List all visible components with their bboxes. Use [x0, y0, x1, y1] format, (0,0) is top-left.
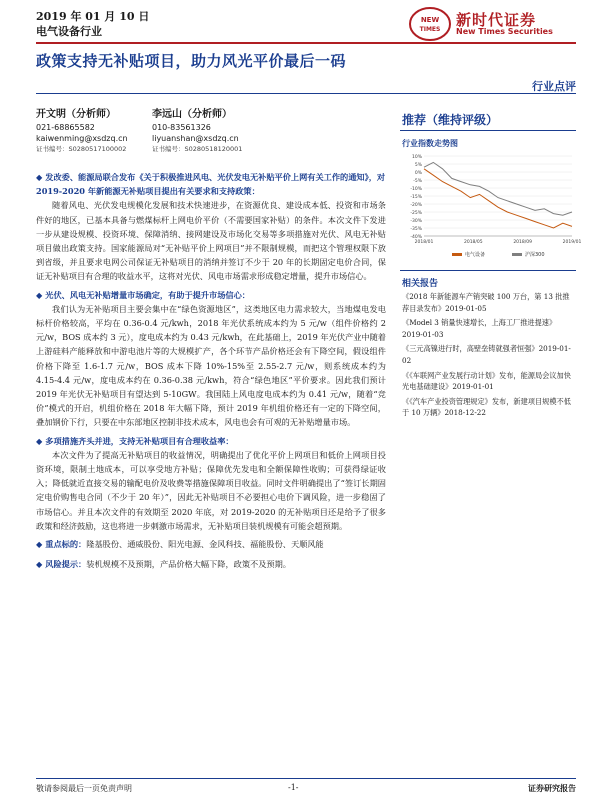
diamond-bullet-icon: ◆: [36, 172, 43, 182]
main-body: [36, 170, 386, 571]
section: [36, 170, 386, 284]
section-paragraph: 随着风电、光伏发电规模化发展和技术快速进步，在资源优良、建设成本低、投资和市场条件好的地区，已基本具备与燃煤标杆上网电价平价（不需要国家补贴）的条件。本次文件下发进一步从建设规模、投资环境、保障消纳、接网建设及市场化交易等多项措施对光伏、风电无补贴项目做出政策支持。国家能源局对“无补贴平价上网项目”并不限制规模，而把这个管理权限下放到省级，并且要求电网公司保证无补贴项目的消纳并签订不少于 20 年的长期固定电价合同，保证无补贴项目有合理的收益水平，这将对光伏、风电市场需求形成稳定增量，提升市场信心。: [36, 200, 386, 282]
rating-divider: [400, 130, 576, 131]
related-report-item[interactable]: 《三元高镍进行时，高壁垒铸就强者恒强》2019-01-02: [402, 344, 571, 365]
related-report-item[interactable]: 《Model 3 销量快速增长，上海工厂推进提速》2019-01-03: [402, 318, 557, 339]
section-heading: 重点标的：: [45, 539, 87, 550]
index-trend-chart: [400, 152, 582, 262]
analyst-cert: 证书编号：S0280518120001: [152, 145, 243, 153]
report-title: 政策支持无补贴项目，助力风光平价最后一码: [36, 52, 347, 70]
section-paragraph: 隆基股份、通威股份、阳光电源、金风科技、福能股份、天顺风能: [86, 539, 324, 550]
section-paragraph: 装机规模不及预期，产品价格大幅下降，政策不及预期。: [86, 559, 291, 570]
rating: 推荐（维持评级）: [402, 113, 499, 127]
related-report-item[interactable]: 《《汽车产业投资管理规定》发布，新建项目规模不低于 10 万辆》2018-12-22: [402, 396, 571, 418]
related-reports-title: 相关报告: [402, 279, 439, 289]
legend-swatch: [452, 253, 462, 256]
industry-label: 电气设备行业: [36, 25, 102, 38]
section-heading: 风险提示：: [45, 559, 87, 570]
y-tick-label: 5%: [414, 163, 422, 168]
section-paragraph: 本次文件为了提高无补贴项目的收益情况，明确提出了优化平价上网项目和低价上网项目投资环境，限制土地成本，可以享受地方补贴；保障优先发电和全额保障性收购；可获得绿证收入；降低就近直接交易的输配电价及收费等措施保障项目收益。同时文件明确提出了“签订长期固定电价购售电合同（不少于 20 年）”，因此无补贴项目不必要担心电价下调风险，进一步稳固了市场信心。并且本次文件的有效期至 2020 年底，对 2019-2020 的无补贴项目还是给予了很多政策和经济鼓励，这也将进一步刺激市场需求，无补贴项目装机规模有可能会超预期。: [36, 449, 386, 531]
analyst-cert: 证书编号：S0280517100002: [36, 145, 127, 153]
legend-swatch: [512, 253, 522, 256]
page-number: -1-: [288, 783, 299, 792]
chart-title: 行业指数走势图: [402, 139, 458, 148]
section: [36, 537, 386, 551]
section-paragraph: 我们认为无补贴项目主要会集中在“绿色资源地区”，这类地区电力需求较大，当地煤电发电标杆价格较高，平均在 0.36-0.4 元/kwh，2018 年光伏系统成本约为 5 元/w（组件价格约 2 元/w，BOS 成本约 3 元），度电成本约为 0.43 元/kwh，在此基础上，2019 年光伏产业中随着上游硅料产能释放和中游电池片等的大规模扩产，各个环节产品价格还会有下降空间，假设组件价格下降至 1.6-1.7 元/w，BOS 成本下降 10%-15%至 2.55-2.7 元/w，则系统成本约为 4.15-4.4 元/w，度电成本约在 0.36-0.38 元/kwh，符合“绿色地区”平价要求。因此我们预计 2019 年光伏无补贴项目有望达到 5-10GW。我国陆上风电度电成本约为 0.41 元/w，随着“竞价”模式的开启，机组价格在 2018 年大幅下降，预计 2019 年机组价格还有一定的下降空间，叠加钢价下行，只要在中东部地区控制非技术成本，风电也会有可观的无补贴增量市场。: [36, 303, 386, 428]
x-tick-label: 2019/01: [562, 240, 582, 245]
footer-divider: [36, 778, 576, 779]
report-date: 2019 年 01 月 10 日: [36, 10, 150, 23]
section: [36, 434, 386, 533]
analyst-name: 李远山（分析师）: [152, 109, 232, 120]
report-type: 行业点评: [532, 80, 576, 93]
legend-label: 电气设备: [465, 252, 486, 258]
disclaimer-note: 敬请参阅最后一页免责声明: [36, 784, 132, 793]
related-report-item[interactable]: 《2018 年新能源车产销突破 100 万台，第 13 批推荐目录发布》2019-01-05: [402, 292, 570, 313]
analyst-name: 开文明（分析师）: [36, 109, 116, 120]
y-tick-label: -35%: [410, 227, 422, 232]
section-heading: ◆ 光伏、风电无补贴增量市场确定，有助于提升市场信心：: [36, 289, 250, 300]
diamond-bullet-icon: ◆: [36, 559, 43, 570]
y-tick-label: 0%: [414, 171, 422, 176]
related-divider: [400, 270, 576, 271]
y-tick-label: -20%: [410, 203, 422, 208]
y-tick-label: -40%: [410, 235, 422, 240]
logo-mark-line2: TIMES: [419, 26, 441, 33]
x-tick-label: 2018/01: [414, 240, 434, 245]
section-heading: ◆ 发改委、能源局联合发布《关于积极推进风电、光伏发电无补贴平价上网有关工作的通知》，对 2019-2020 年新能源无补贴项目提出有关要求和支持政策：: [36, 172, 386, 197]
y-tick-label: 10%: [411, 155, 422, 160]
y-tick-label: -30%: [410, 219, 422, 224]
analyst-card: [152, 108, 242, 155]
analyst-email[interactable]: liyuanshan@xsdzq.cn: [152, 134, 239, 143]
y-tick-label: -25%: [410, 211, 422, 216]
series-line: [424, 169, 572, 228]
diamond-bullet-icon: ◆: [36, 435, 43, 446]
x-tick-label: 2018/09: [513, 240, 533, 245]
footer-label: 证券研究报告: [528, 783, 576, 793]
legend-label: 沪深300: [525, 252, 545, 258]
logo-name-en: New Times Securities: [456, 27, 553, 36]
related-report-item[interactable]: 《《车联网产业发展行动计划》发布，能源局会议加快光电基础建设》2019-01-01: [402, 370, 571, 392]
section: [36, 288, 386, 430]
analyst-email[interactable]: kaiwenming@xsdzq.cn: [36, 134, 128, 143]
section: [36, 557, 386, 571]
analyst-card: [36, 108, 128, 155]
y-tick-label: -15%: [410, 195, 422, 200]
analyst-phone: 021-68865582: [36, 123, 95, 132]
header-divider: [36, 42, 576, 44]
logo-name-cn: 新时代证券: [456, 11, 537, 29]
title-divider: [36, 93, 576, 94]
section-heading: ◆ 多项措施齐头并进，支持无补贴项目有合理收益率：: [36, 435, 234, 446]
related-reports-list: [402, 291, 576, 422]
logo-ring-icon: [410, 8, 450, 40]
diamond-bullet-icon: ◆: [36, 289, 43, 300]
y-tick-label: -5%: [413, 179, 422, 184]
logo-mark-line1: NEW: [420, 16, 440, 24]
y-tick-label: -10%: [410, 187, 422, 192]
diamond-bullet-icon: ◆: [36, 539, 43, 550]
analyst-phone: 010-83561326: [152, 123, 211, 132]
x-tick-label: 2018/05: [463, 240, 483, 245]
